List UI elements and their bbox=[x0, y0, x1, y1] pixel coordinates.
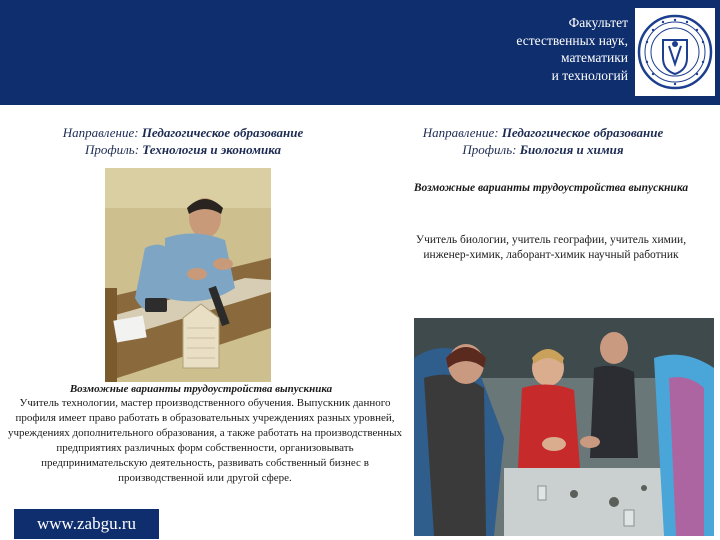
profile-label: Профиль: bbox=[85, 142, 140, 157]
profile-row bbox=[18, 141, 348, 158]
direction-value: Педагогическое образование bbox=[141, 125, 304, 140]
direction-value: Педагогическое образование bbox=[501, 125, 664, 140]
direction-label: Направление: bbox=[62, 125, 139, 140]
right-careers-text: Учитель биологии, учитель географии, учитель химии, инженер-химик, лаборант-химик научный работник bbox=[415, 234, 687, 261]
photo-teacher-woodwork bbox=[105, 168, 271, 382]
direction-row bbox=[18, 124, 348, 141]
faculty-title bbox=[428, 14, 628, 84]
left-careers-text: Учитель технологии, мастер производственного обучения. Выпускник данного профиля имеет право работать в образовательных учреждениях разных уровней, учреждениях дополнительного образования, а также работать на производственных предприятиях различных форм собственности, организовывать предпринимательскую деятельность, развивать собственный бизнес в производственной или другой сфере. bbox=[7, 397, 402, 484]
university-seal-icon bbox=[635, 8, 715, 96]
faculty-line: математики bbox=[561, 50, 628, 65]
direction-label: Направление: bbox=[422, 125, 499, 140]
faculty-line: Факультет bbox=[568, 15, 628, 30]
photo-chemistry-class bbox=[414, 318, 714, 536]
faculty-line: естественных наук, bbox=[516, 32, 628, 48]
website-link[interactable]: www.zabgu.ru bbox=[14, 509, 159, 539]
profile-row bbox=[378, 141, 708, 158]
profile-value: Технология и экономика bbox=[142, 142, 281, 157]
left-column-heading bbox=[18, 124, 348, 158]
faculty-line: и технологий bbox=[551, 67, 628, 83]
direction-row bbox=[378, 124, 708, 141]
profile-label: Профиль: bbox=[462, 142, 517, 157]
left-careers-title: Возможные варианты трудоустройства выпускника bbox=[69, 383, 333, 395]
right-careers-title: Возможные варианты трудоустройства выпускника bbox=[413, 182, 689, 194]
right-column-heading bbox=[378, 124, 708, 158]
profile-value: Биология и химия bbox=[519, 142, 624, 157]
